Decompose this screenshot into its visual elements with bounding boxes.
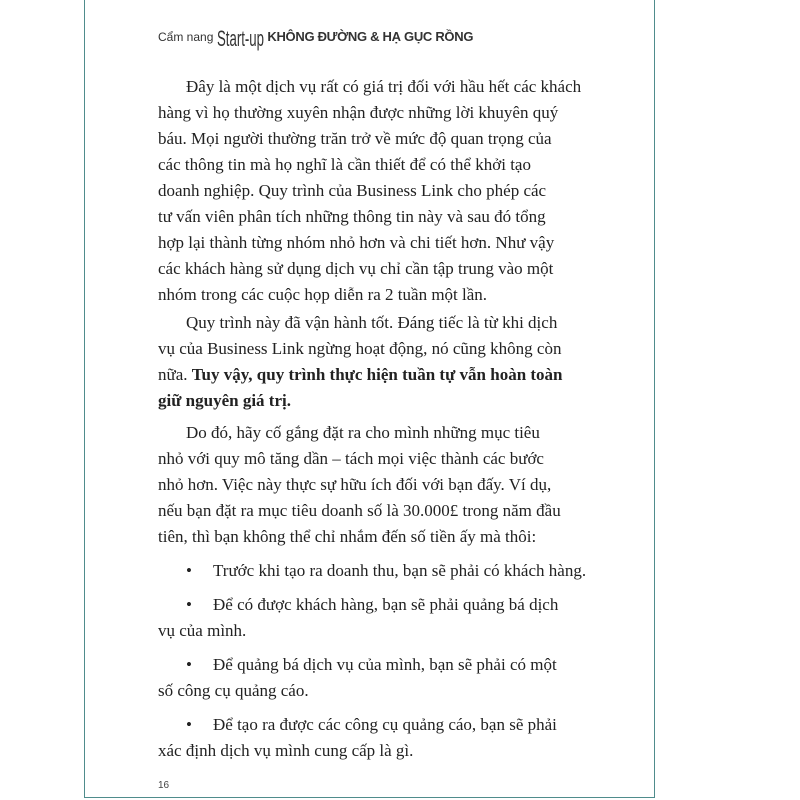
text-line: vụ của Business Link ngừng hoạt động, nó cũng không còn: [158, 339, 562, 358]
text-line: Do đó, hãy cố gắng đặt ra cho mình những mục tiêu: [186, 423, 540, 442]
bullet-icon: •: [186, 561, 192, 580]
running-header: [158, 14, 474, 51]
text-line: nhỏ với quy mô tăng dần – tách mọi việc thành các bước: [158, 449, 544, 468]
text-line: hàng vì họ thường xuyên nhận được những lời khuyên quý: [158, 103, 559, 122]
bullet-text: Để có được khách hàng, bạn sẽ phải quảng bá dịch: [213, 595, 559, 614]
bullet-item: [186, 714, 557, 736]
text-line: doanh nghiệp. Quy trình của Business Link cho phép các: [158, 181, 547, 200]
header-title: KHÔNG ĐƯỜNG & HẠ GỤC RỒNG: [267, 29, 474, 44]
text-line: báu. Mọi người thường trăn trở về mức độ quan trọng của: [158, 129, 552, 148]
text-line: [158, 390, 291, 412]
bullet-text: Để tạo ra được các công cụ quảng cáo, bạn sẽ phải: [213, 715, 557, 734]
bullet-item: [186, 654, 557, 676]
text-line: các thông tin mà họ nghĩ là cần thiết để có thể khởi tạo: [158, 155, 531, 174]
text-line: nếu bạn đặt ra mục tiêu doanh số là 30.000£ trong năm đầu: [158, 501, 561, 520]
bullet-continuation: số công cụ quảng cáo.: [158, 681, 309, 700]
text-bold: giữ nguyên giá trị.: [158, 391, 291, 410]
text-line: nhỏ hơn. Việc này thực sự hữu ích đối với bạn đấy. Ví dụ,: [158, 475, 552, 494]
bullet-text: Trước khi tạo ra doanh thu, bạn sẽ phải có khách hàng.: [213, 561, 587, 580]
text-bold: Tuy vậy, quy trình thực hiện tuần tự vẫn hoàn toàn: [191, 365, 563, 384]
text-plain: nữa.: [158, 365, 192, 384]
bullet-icon: •: [186, 715, 192, 734]
text-line: Đây là một dịch vụ rất có giá trị đối với hầu hết các khách: [186, 77, 582, 96]
text-line: hợp lại thành từng nhóm nhỏ hơn và chi tiết hơn. Như vậy: [158, 233, 555, 252]
page-number: 16: [158, 780, 170, 791]
text-line: tiên, thì bạn không thể chỉ nhắm đến số tiền ấy mà thôi:: [158, 527, 537, 546]
bullet-item: [186, 560, 586, 582]
text-line: tư vấn viên phân tích những thông tin này và sau đó tổng: [158, 207, 546, 226]
bullet-icon: •: [186, 655, 192, 674]
text-line: Quy trình này đã vận hành tốt. Đáng tiếc là từ khi dịch: [186, 313, 558, 332]
bullet-continuation: xác định dịch vụ mình cung cấp là gì.: [158, 741, 414, 760]
text-line: [158, 364, 563, 386]
bullet-icon: •: [186, 595, 192, 614]
text-line: các khách hàng sử dụng dịch vụ chỉ cần tập trung vào một: [158, 259, 554, 278]
text-line: nhóm trong các cuộc họp diễn ra 2 tuần một lần.: [158, 285, 488, 304]
bullet-continuation: vụ của mình.: [158, 621, 247, 640]
header-brand: Start-up: [217, 26, 265, 51]
header-prefix: Cẩm nang: [158, 30, 214, 44]
bullet-text: Để quảng bá dịch vụ của mình, bạn sẽ phải có một: [213, 655, 557, 674]
bullet-item: [186, 594, 558, 616]
